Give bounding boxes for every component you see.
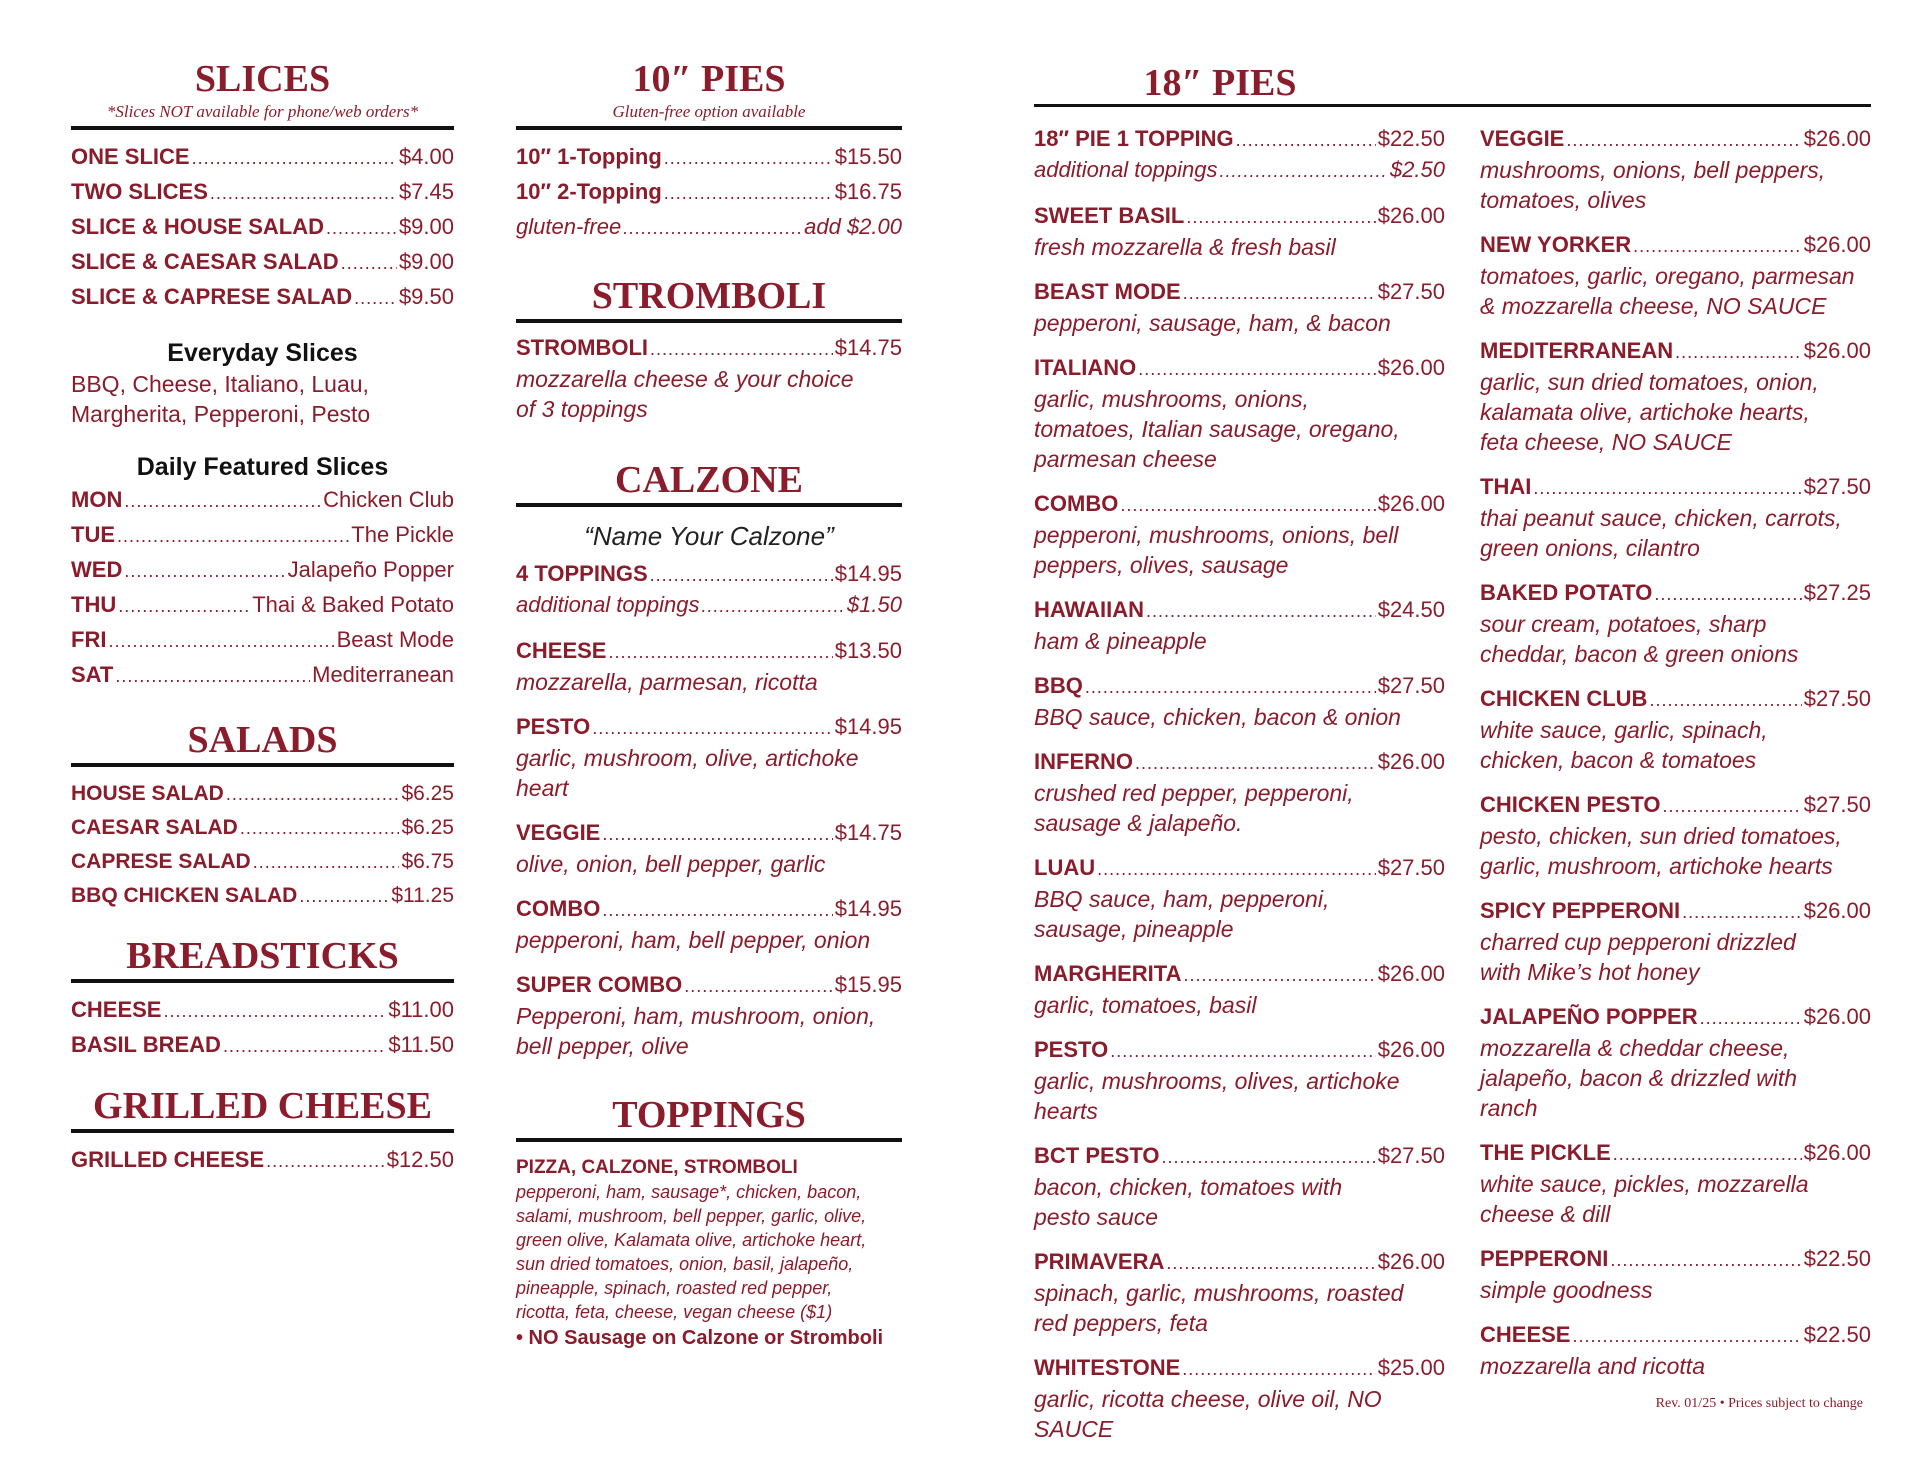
- grilled-cheese-title: GRILLED CHEESE: [93, 1085, 432, 1127]
- item-price: $25.00: [1377, 1355, 1445, 1380]
- pie18-item: [1034, 1353, 1445, 1444]
- slices-title: SLICES: [194, 58, 331, 100]
- daily-slice-item: MON ..... Chicken Club: [71, 483, 454, 518]
- divider: [71, 979, 454, 983]
- item-description: pepperoni, ham, bell pepper, onion: [516, 927, 871, 953]
- toppings-title: TOPPINGS: [612, 1094, 806, 1136]
- item-name: CHEESE: [1480, 1322, 1571, 1347]
- item-description: pesto sauce: [1034, 1204, 1159, 1230]
- salad-item: CAESAR SALAD ..... $6.25: [71, 811, 454, 845]
- item-price: $22.50: [1803, 1322, 1871, 1347]
- divider: [71, 1129, 454, 1133]
- pie18-item: [1034, 1247, 1445, 1338]
- item-price: $14.95: [834, 714, 902, 739]
- item-description: white sauce, pickles, mozzarella: [1480, 1171, 1809, 1197]
- item-price: $26.00: [1803, 1004, 1871, 1029]
- pie18-item: [1034, 277, 1445, 338]
- item-price: $26.00: [1803, 338, 1871, 363]
- item-price: $27.50: [1803, 474, 1871, 499]
- pie18-item: [1034, 595, 1445, 656]
- toppings-line: ricotta, feta, cheese, vegan cheese ($1): [516, 1302, 833, 1322]
- item-description: sausage & jalapeño.: [1034, 810, 1243, 836]
- item-name: SWEET BASIL: [1034, 203, 1185, 228]
- item-description: cheese & dill: [1480, 1201, 1611, 1227]
- item-price: $27.50: [1377, 1143, 1445, 1168]
- pie18-item: [1480, 1320, 1871, 1381]
- item-name: COMBO: [516, 896, 601, 921]
- breadsticks-list: [71, 993, 454, 1063]
- calzone-base-item: 4 TOPPINGS ..... $14.95 additional toppings ..... $1.50: [516, 559, 902, 621]
- item-name: PEPPERONI: [1480, 1246, 1609, 1271]
- divider: [1034, 104, 1871, 107]
- item-price: $27.50: [1803, 792, 1871, 817]
- pie18-item: [1034, 853, 1445, 944]
- daily-slice-item: FRI ..... Beast Mode: [71, 623, 454, 658]
- item-name: NEW YORKER: [1480, 232, 1632, 257]
- item-description: charred cup pepperoni drizzled: [1480, 929, 1796, 955]
- breadsticks-title: BREADSTICKS: [126, 935, 399, 977]
- pie18-item: [1034, 959, 1445, 1020]
- item-description: ranch: [1480, 1095, 1538, 1121]
- item-description: ham & pineapple: [1034, 628, 1207, 654]
- item-description: chicken, bacon & tomatoes: [1480, 747, 1757, 773]
- toppings-heading: PIZZA, CALZONE, STROMBOLI: [516, 1157, 798, 1178]
- stromboli-item: STROMBOLI ..... $14.75 mozzarella cheese & your choice of 3 toppings: [516, 333, 902, 424]
- pie18-item: [1480, 472, 1871, 563]
- item-description: peppers, olives, sausage: [1034, 552, 1289, 578]
- daily-slice-item: SAT ..... Mediterranean: [71, 658, 454, 693]
- pie18-item: [1034, 1141, 1445, 1232]
- item-price: $27.50: [1803, 686, 1871, 711]
- pie18-item: [1480, 1002, 1871, 1123]
- item-description: mozzarella & cheddar cheese,: [1480, 1035, 1790, 1061]
- item-description: garlic, mushroom, olive, artichoke: [516, 745, 859, 771]
- slices-note: *Slices NOT available for phone/web orders*: [106, 102, 419, 121]
- item-description: olive, onion, bell pepper, garlic: [516, 851, 826, 877]
- item-name: JALAPEÑO POPPER: [1480, 1004, 1698, 1029]
- item-description: bell pepper, olive: [516, 1033, 689, 1059]
- item-description: garlic, tomatoes, basil: [1034, 992, 1257, 1018]
- item-name: COMBO: [1034, 491, 1119, 516]
- pies18-right-list: [1480, 124, 1871, 1381]
- item-price: $26.00: [1803, 232, 1871, 257]
- calzone-list: [516, 636, 902, 1061]
- everyday-slices-line: Margherita, Pepperoni, Pesto: [71, 401, 371, 427]
- item-name: ITALIANO: [1034, 355, 1137, 380]
- item-name: BEAST MODE: [1034, 279, 1181, 304]
- item-description: kalamata olive, artichoke hearts,: [1480, 399, 1810, 425]
- item-description: mozzarella and ricotta: [1480, 1353, 1705, 1379]
- item-description: fresh mozzarella & fresh basil: [1034, 234, 1336, 260]
- item-name: LUAU: [1034, 855, 1096, 880]
- column-pies-calzone: [516, 0, 902, 1352]
- item-price: $26.00: [1377, 203, 1445, 228]
- calzone-item: [516, 970, 902, 1061]
- toppings-line: pineapple, spinach, roasted red pepper,: [516, 1278, 833, 1298]
- everyday-slices-title: Everyday Slices: [167, 339, 358, 367]
- pies18-base-item: 18″ PIE 1 TOPPING ..... $22.50 additional toppings ..... $2.50: [1034, 124, 1445, 186]
- item-name: INFERNO: [1034, 749, 1133, 774]
- item-name: MEDITERRANEAN: [1480, 338, 1674, 363]
- item-name: PESTO: [516, 714, 591, 739]
- item-description: BBQ sauce, ham, pepperoni,: [1034, 886, 1330, 912]
- item-description: pepperoni, mushrooms, onions, bell: [1034, 522, 1399, 548]
- item-name: HAWAIIAN: [1034, 597, 1144, 622]
- item-price: $15.95: [834, 972, 902, 997]
- pie18-item: [1034, 489, 1445, 580]
- pie18-item: [1480, 1138, 1871, 1229]
- item-description: parmesan cheese: [1034, 446, 1217, 472]
- item-name: SUPER COMBO: [516, 972, 683, 997]
- salad-item: BBQ CHICKEN SALAD ..... $11.25: [71, 879, 454, 913]
- item-description: Pepperoni, ham, mushroom, onion,: [516, 1003, 876, 1029]
- item-description: garlic, sun dried tomatoes, onion,: [1480, 369, 1819, 395]
- slice-item: SLICE & HOUSE SALAD ..... $9.00: [71, 210, 454, 245]
- column-pies18-right: [1480, 124, 1871, 1396]
- slice-item: ONE SLICE ..... $4.00: [71, 140, 454, 175]
- item-description: feta cheese, NO SAUCE: [1480, 429, 1732, 455]
- divider: [71, 126, 454, 130]
- item-price: $27.50: [1377, 855, 1445, 880]
- item-description: sour cream, potatoes, sharp: [1480, 611, 1767, 637]
- item-description: tomatoes, olives: [1480, 187, 1647, 213]
- item-description: pepperoni, sausage, ham, & bacon: [1034, 310, 1391, 336]
- pie10-item: 10″ 1-Topping ..... $15.50: [516, 140, 902, 175]
- item-description: crushed red pepper, pepperoni,: [1034, 780, 1354, 806]
- item-price: $26.00: [1803, 1140, 1871, 1165]
- pie18-item: [1034, 671, 1445, 732]
- item-description: garlic, mushrooms, onions,: [1034, 386, 1309, 412]
- breadstick-item: CHEESE ..... $11.00: [71, 993, 454, 1028]
- item-price: $26.00: [1803, 898, 1871, 923]
- slice-item: TWO SLICES ..... $7.45: [71, 175, 454, 210]
- salad-item: HOUSE SALAD ..... $6.25: [71, 777, 454, 811]
- item-name: VEGGIE: [516, 820, 601, 845]
- item-description: jalapeño, bacon & drizzled with: [1480, 1065, 1798, 1091]
- toppings-line: green olive, Kalamata olive, artichoke heart,: [516, 1230, 867, 1250]
- pie18-item: [1480, 578, 1871, 669]
- pie18-item: [1034, 747, 1445, 838]
- calzone-item: [516, 818, 902, 879]
- calzone-item: [516, 712, 902, 803]
- item-price: $26.00: [1377, 1037, 1445, 1062]
- pies10-note: Gluten-free option available: [612, 102, 806, 121]
- calzone-title: CALZONE: [615, 459, 803, 501]
- pie18-item: [1034, 201, 1445, 262]
- daily-slice-item: THU ..... Thai & Baked Potato: [71, 588, 454, 623]
- calzone-item: [516, 636, 902, 697]
- item-name: BBQ: [1034, 673, 1083, 698]
- pie18-item: [1480, 896, 1871, 987]
- slices-list: [71, 140, 454, 315]
- item-name: BAKED POTATO: [1480, 580, 1653, 605]
- item-description: SAUCE: [1034, 1416, 1114, 1442]
- salads-list: [71, 777, 454, 913]
- item-price: $27.25: [1803, 580, 1871, 605]
- item-price: $26.00: [1377, 491, 1445, 516]
- slice-item: SLICE & CAPRESE SALAD ..... $9.50: [71, 280, 454, 315]
- item-price: $22.50: [1803, 1246, 1871, 1271]
- item-name: MARGHERITA: [1034, 961, 1182, 986]
- daily-slices-list: [71, 483, 454, 693]
- toppings-note: • NO Sausage on Calzone or Stromboli: [516, 1327, 884, 1349]
- divider: [516, 503, 902, 507]
- item-name: BCT PESTO: [1034, 1143, 1160, 1168]
- pie18-item: [1480, 1244, 1871, 1305]
- item-description: green onions, cilantro: [1480, 535, 1700, 561]
- divider: [516, 1138, 902, 1142]
- item-description: simple goodness: [1480, 1277, 1653, 1303]
- item-description: pesto, chicken, sun dried tomatoes,: [1480, 823, 1842, 849]
- daily-slices-title: Daily Featured Slices: [136, 453, 389, 481]
- column-slices: [71, 0, 454, 1178]
- item-description: garlic, mushrooms, olives, artichoke: [1034, 1068, 1400, 1094]
- pies10-title: 10″ PIES: [632, 58, 786, 100]
- item-description: hearts: [1034, 1098, 1098, 1124]
- divider: [71, 763, 454, 767]
- item-name: VEGGIE: [1480, 126, 1565, 151]
- item-description: spinach, garlic, mushrooms, roasted: [1034, 1280, 1404, 1306]
- item-description: white sauce, garlic, spinach,: [1480, 717, 1768, 743]
- daily-slice-item: WED ..... Jalapeño Popper: [71, 553, 454, 588]
- item-price: $27.50: [1377, 279, 1445, 304]
- pie18-item: [1480, 684, 1871, 775]
- grilled-cheese-item: GRILLED CHEESE ..... $12.50: [71, 1143, 454, 1178]
- pie18-item: [1480, 230, 1871, 321]
- calzone-tagline: “Name Your Calzone”: [584, 521, 834, 551]
- item-description: garlic, ricotta cheese, olive oil, NO: [1034, 1386, 1382, 1412]
- item-description: tomatoes, Italian sausage, oregano,: [1034, 416, 1400, 442]
- item-description: tomatoes, garlic, oregano, parmesan: [1480, 263, 1855, 289]
- item-description: heart: [516, 775, 569, 801]
- toppings-line: salami, mushroom, bell pepper, garlic, olive,: [516, 1206, 867, 1226]
- item-price: $26.00: [1377, 1249, 1445, 1274]
- item-name: THE PICKLE: [1480, 1140, 1611, 1165]
- slice-item: SLICE & CAESAR SALAD ..... $9.00: [71, 245, 454, 280]
- pie18-item: [1480, 124, 1871, 215]
- item-name: WHITESTONE: [1034, 1355, 1181, 1380]
- item-description: bacon, chicken, tomatoes with: [1034, 1174, 1343, 1200]
- pies18-title: 18″ PIES: [1143, 62, 1297, 104]
- footer-note: Rev. 01/25 • Prices subject to change: [1655, 1396, 1863, 1411]
- breadstick-item: BASIL BREAD ..... $11.50: [71, 1028, 454, 1063]
- item-description: with Mike’s hot honey: [1480, 959, 1700, 985]
- item-name: SPICY PEPPERONI: [1480, 898, 1681, 923]
- item-name: CHICKEN CLUB: [1480, 686, 1648, 711]
- item-name: THAI: [1480, 474, 1532, 499]
- toppings-line: pepperoni, ham, sausage*, chicken, bacon,: [516, 1182, 862, 1202]
- calzone-item: [516, 894, 902, 955]
- item-price: $26.00: [1377, 961, 1445, 986]
- item-price: $26.00: [1803, 126, 1871, 151]
- column-pies18-left: [1034, 124, 1445, 1459]
- divider: [516, 319, 902, 323]
- pie10-item: 10″ 2-Topping ..... $16.75: [516, 175, 902, 210]
- item-name: PRIMAVERA: [1034, 1249, 1165, 1274]
- item-price: $27.50: [1377, 673, 1445, 698]
- pie18-item: [1034, 1035, 1445, 1126]
- item-price: $26.00: [1377, 355, 1445, 380]
- item-price: $13.50: [834, 638, 902, 663]
- pie18-item: [1034, 353, 1445, 474]
- item-description: cheddar, bacon & green onions: [1480, 641, 1799, 667]
- item-price: $14.95: [834, 896, 902, 921]
- pies18-left-list: [1034, 201, 1445, 1444]
- divider: [516, 126, 902, 130]
- salad-item: CAPRESE SALAD ..... $6.75: [71, 845, 454, 879]
- everyday-slices-line: BBQ, Cheese, Italiano, Luau,: [71, 371, 369, 397]
- item-description: sausage, pineapple: [1034, 916, 1234, 942]
- item-price: $24.50: [1377, 597, 1445, 622]
- item-name: CHICKEN PESTO: [1480, 792, 1661, 817]
- item-name: PESTO: [1034, 1037, 1109, 1062]
- stromboli-title: STROMBOLI: [591, 275, 827, 317]
- item-description: mozzarella, parmesan, ricotta: [516, 669, 818, 695]
- item-description: BBQ sauce, chicken, bacon & onion: [1034, 704, 1401, 730]
- pie18-item: [1480, 336, 1871, 457]
- pie18-item: [1480, 790, 1871, 881]
- item-price: $14.75: [834, 820, 902, 845]
- item-description: red peppers, feta: [1034, 1310, 1208, 1336]
- item-description: garlic, mushroom, artichoke hearts: [1480, 853, 1833, 879]
- item-description: mushrooms, onions, bell peppers,: [1480, 157, 1826, 183]
- item-description: & mozzarella cheese, NO SAUCE: [1480, 293, 1827, 319]
- item-name: CHEESE: [516, 638, 607, 663]
- toppings-list: [516, 1180, 902, 1324]
- salads-title: SALADS: [187, 719, 338, 761]
- pies10-list: [516, 140, 902, 245]
- pie10-gluten-free: gluten-free ..... add $2.00: [516, 210, 902, 245]
- daily-slice-item: TUE ..... The Pickle: [71, 518, 454, 553]
- toppings-line: sun dried tomatoes, onion, basil, jalapeño,: [516, 1254, 854, 1274]
- item-price: $26.00: [1377, 749, 1445, 774]
- item-description: thai peanut sauce, chicken, carrots,: [1480, 505, 1842, 531]
